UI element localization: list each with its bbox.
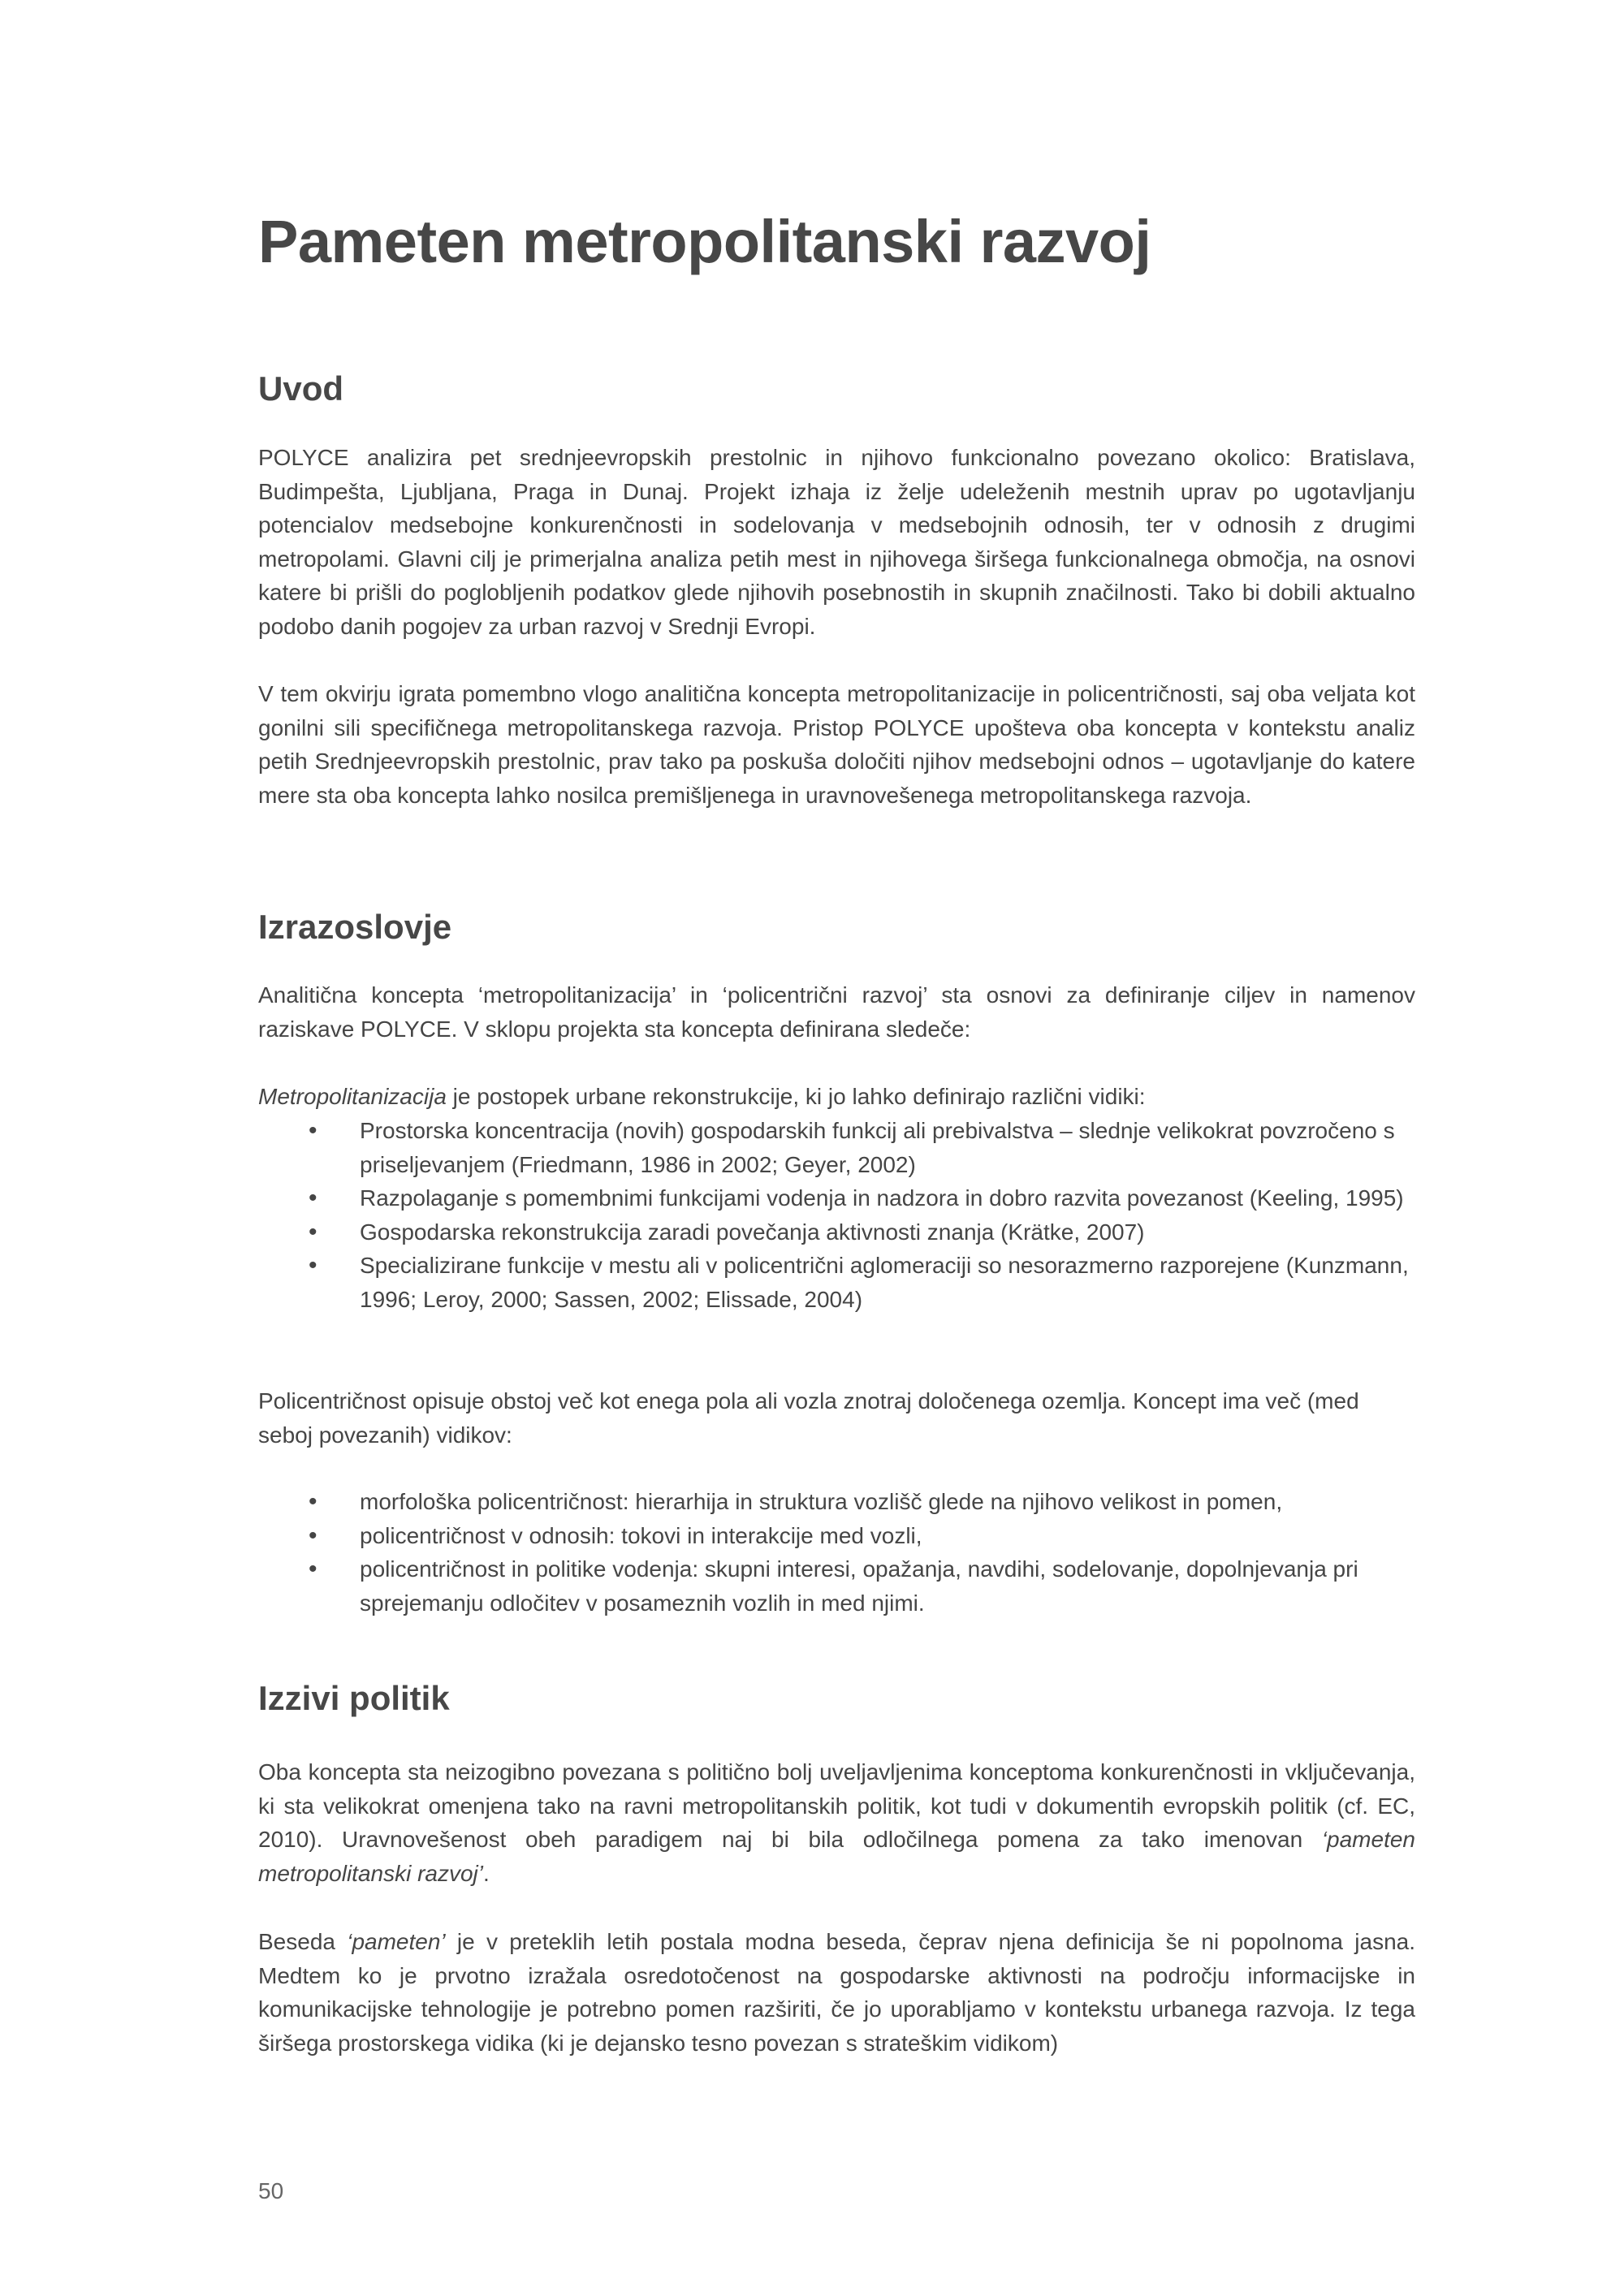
list-item: • policentričnost in politike vodenja: skupni interesi, opažanja, navdihi, sodelovanje, dopolnjevanja pri sprejemanju odločitev v posameznih vozlih in med njimi. (258, 1552, 1415, 1620)
section-heading-izzivi-politik: Izzivi politik (258, 1679, 450, 1717)
uvod-paragraph-2: V tem okvirju igrata pomembno vlogo analitična koncepta metropolitanizacije in policentričnosti, saj oba veljata kot gonilni sili specifičnega metropolitanskega razvoja. Pristop POLYCE upošteva oba koncepta v kontekstu analiz petih Srednjeevropskih prestolnic, prav tako pa poskuša določiti njihov medsebojni odnos – ugotavljanje do katere mere sta oba koncepta lahko nosilca premišljenega in uravnovešenega metropolitanskega razvoja. (258, 681, 1415, 808)
izzivi-paragraph-2 (258, 1925, 1415, 2060)
list-item: • Specializirane funkcije v mestu ali v policentrični aglomeraciji so nesorazmerno razporejene (Kunzmann, 1996; Leroy, 2000; Sassen, 2002; Elissade, 2004) (258, 1249, 1415, 1316)
list-item: • Razpolaganje s pomembnimi funkcijami vodenja in nadzora in dobro razvita povezanost (Keeling, 1995) (258, 1181, 1415, 1215)
section-heading-uvod: Uvod (258, 369, 343, 408)
izzivi-paragraph-2-start: Beseda (258, 1929, 348, 1954)
uvod-paragraph-1: POLYCE analizira pet srednjeevropskih prestolnic in njihovo funkcionalno povezano okolico: Bratislava, Budimpešta, Ljubljana, Praga in Dunaj. Projekt izhaja iz želje udeleženih mestnih uprav po ugotavljanju potencialov medsebojne konkurenčnosti in sodelovanja v medsebojnih odnosih, ter v odnosih z drugimi metropolami. Glavni cilj je primerjalna analiza petih mest in njihovega širšega funkcionalnega območja, na osnovi katere bi prišli do poglobljenih podatkov glede njihovih posebnostih in skupnih značilnosti. Tako bi dobili aktualno podobo danih pogojev za urban razvoj v Srednji Evropi. (258, 445, 1415, 639)
pameten-term: ‘pameten’ (347, 1929, 446, 1954)
list-item: • Prostorska koncentracija (novih) gospodarskih funkcij ali prebivalstva – slednje velikokrat povzročeno s priseljevanjem (Friedmann, 1986 in 2002; Geyer, 2002) (258, 1114, 1415, 1181)
page-title: Pameten metropolitanski razvoj (258, 208, 1151, 275)
policentricnost-intro: Policentričnost opisuje obstoj več kot enega pola ali vozla znotraj določenega ozemlja. Koncept ima več (med seboj povezanih) vidikov: (258, 1388, 1359, 1448)
list-item: • policentričnost v odnosih: tokovi in interakcije med vozli, (258, 1519, 1415, 1553)
pameten-razvoj-term: ‘pameten metropolitanski razvoj’ (258, 1827, 1415, 1886)
metropolitanizacija-list (258, 1114, 1415, 1316)
list-item: • morfološka policentričnost: hierarhija in struktura vozlišč glede na njihovo velikost in pomen, (258, 1485, 1415, 1519)
izzivi-paragraph-1 (258, 1755, 1415, 1890)
page-number: 50 (258, 2178, 284, 2203)
metropolitanizacija-definition (258, 1080, 1415, 1114)
izzivi-paragraph-2-text: je v preteklih letih postala modna beseda, čeprav njena definicija še ni popolnoma jasna. Medtem ko je prvotno izražala osredotočenost na gospodarske aktivnosti na področju informacijske in komunikacijske tehnologije je potrebno pomen razširiti, če jo uporabljamo v kontekstu urbanega razvoja. Iz tega širšega prostorskega vidika (ki je dejansko tesno povezan s strateškim vidikom) (258, 1929, 1415, 2056)
section-heading-izrazoslovje: Izrazoslovje (258, 908, 452, 946)
izzivi-paragraph-1-end: . (483, 1860, 490, 1886)
policentricnost-list (258, 1485, 1415, 1620)
metropolitanizacija-text: je postopek urbane rekonstrukcije, ki jo lahko definirajo različni vidiki: (446, 1084, 1146, 1109)
izrazoslovje-intro: Analitična koncepta ‘metropolitanizacija’ in ‘policentrični razvoj’ sta osnovi za definiranje ciljev in namenov raziskave POLYCE. V sklopu projekta sta koncepta definirana sledeče: (258, 982, 1415, 1042)
metropolitanizacija-term: Metropolitanizacija (258, 1084, 447, 1109)
izzivi-paragraph-1-text: Oba koncepta sta neizogibno povezana s politično bolj uveljavljenima konceptoma konkurenčnosti in vključevanja, ki sta velikokrat omenjena tako na ravni metropolitanskih politik, kot tudi v dokumentih evropskih politik (cf. EC, 2010). Uravnovešenost obeh paradigem naj bi bila odločilnega pomena za tako imenovan (258, 1759, 1415, 1852)
list-item: • Gospodarska rekonstrukcija zaradi povečanja aktivnosti znanja (Krätke, 2007) (258, 1215, 1415, 1249)
